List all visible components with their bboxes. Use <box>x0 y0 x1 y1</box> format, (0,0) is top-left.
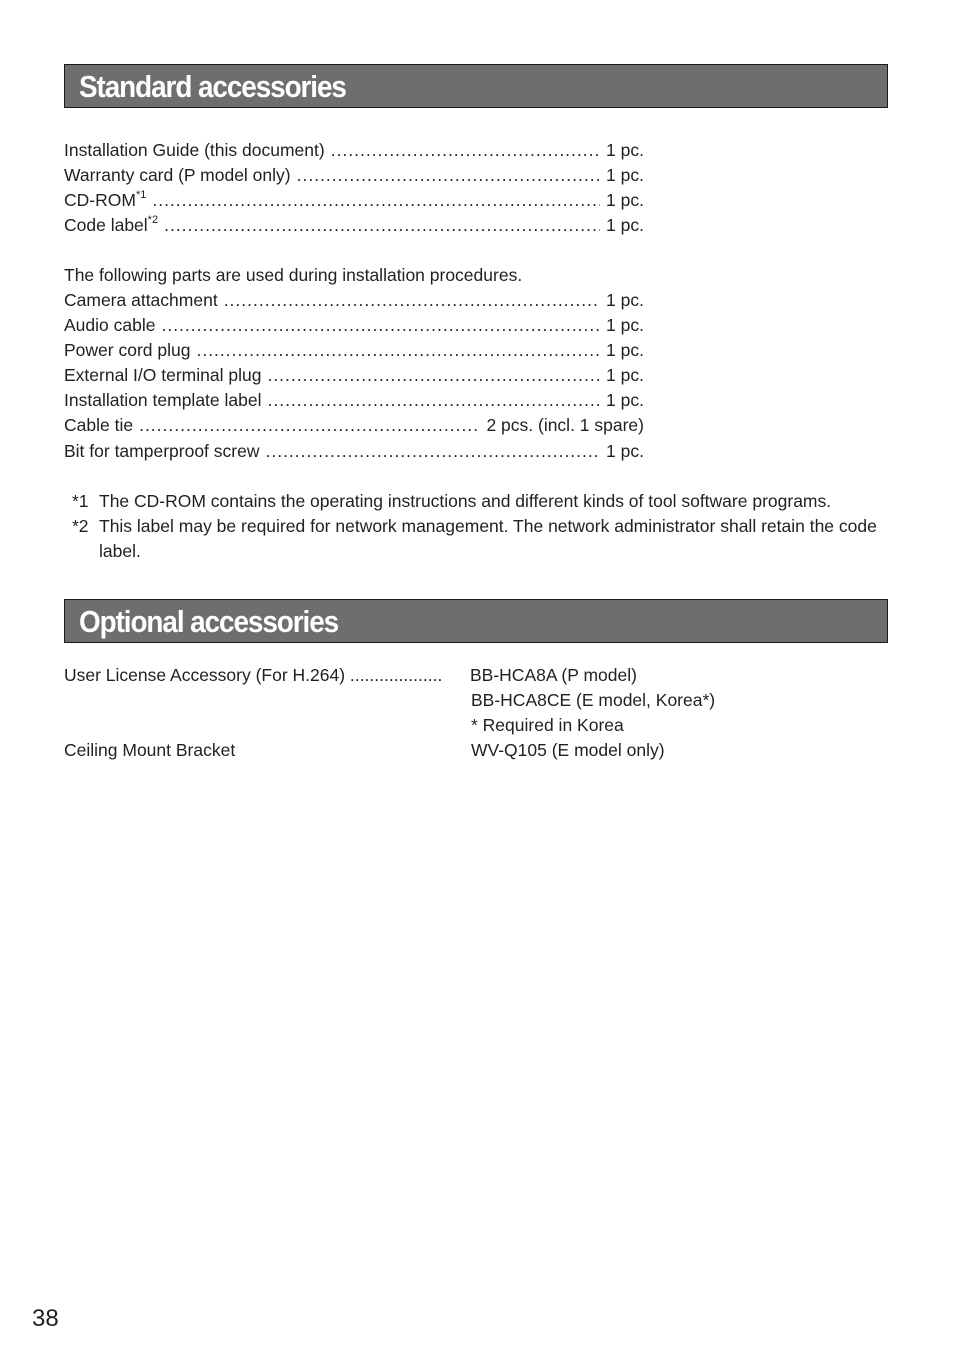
list-item <box>64 338 644 363</box>
item-name: Bit for tamperproof screw <box>64 441 260 461</box>
item-qty: 1 pc. <box>606 215 644 235</box>
list-item <box>64 138 644 163</box>
item-qty: 1 pc. <box>606 190 644 210</box>
footnote-text: The CD-ROM contains the operating instructions and different kinds of tool software programs. <box>99 491 832 511</box>
optional-item-model: BB-HCA8A (P model) <box>470 665 637 685</box>
item-qty: 1 pc. <box>606 165 644 185</box>
list-item <box>64 363 644 388</box>
optional-item-name: User License Accessory (For H.264) ................... <box>64 665 443 685</box>
list-item <box>64 213 644 238</box>
optional-accessories-title: Optional accessories <box>79 604 339 639</box>
item-name: Audio cable <box>64 315 156 335</box>
item-name: Camera attachment <box>64 290 218 310</box>
optional-item-name: Ceiling Mount Bracket <box>64 740 236 760</box>
item-qty: 1 pc. <box>606 441 644 461</box>
page-number: 38 <box>32 1305 59 1332</box>
item-name: Warranty card (P model only) <box>64 165 291 185</box>
list-item <box>64 163 644 188</box>
item-qty: 1 pc. <box>606 390 644 410</box>
list-item <box>64 288 644 313</box>
footnote-mark: *1 <box>72 491 89 511</box>
item-qty: 1 pc. <box>606 290 644 310</box>
list-item <box>64 439 644 464</box>
footnote-ref: *1 <box>135 189 147 202</box>
item-qty: 1 pc. <box>606 365 644 385</box>
list-item <box>64 413 644 438</box>
optional-item-model: BB-HCA8CE (E model, Korea*) <box>471 690 716 710</box>
item-name: External I/O terminal plug <box>64 365 262 385</box>
item-name: Installation Guide (this document) <box>64 140 325 160</box>
footnote-mark: *2 <box>72 516 89 536</box>
list-item <box>64 313 644 338</box>
footnote-ref: *2 <box>147 214 159 227</box>
optional-accessories-header <box>64 599 888 643</box>
item-name: Code label <box>64 215 148 235</box>
optional-item-note: * Required in Korea <box>471 715 624 735</box>
footnote-text: This label may be required for network management. The network administrator shall retain the code label. <box>99 516 877 561</box>
item-name: Installation template label <box>64 390 262 410</box>
item-name: Power cord plug <box>64 340 191 360</box>
optional-item-model: WV-Q105 (E model only) <box>471 740 665 760</box>
item-name: Cable tie <box>64 415 134 435</box>
item-qty: 2 pcs. (incl. 1 spare) <box>486 415 644 435</box>
item-qty: 1 pc. <box>606 315 644 335</box>
item-name: CD-ROM <box>64 190 136 210</box>
install-intro: The following parts are used during installation procedures. <box>64 265 523 285</box>
list-item <box>64 388 644 413</box>
item-qty: 1 pc. <box>606 140 644 160</box>
standard-accessories-title: Standard accessories <box>79 69 346 104</box>
standard-accessories-header <box>64 64 888 108</box>
item-qty: 1 pc. <box>606 340 644 360</box>
list-item <box>64 188 644 213</box>
